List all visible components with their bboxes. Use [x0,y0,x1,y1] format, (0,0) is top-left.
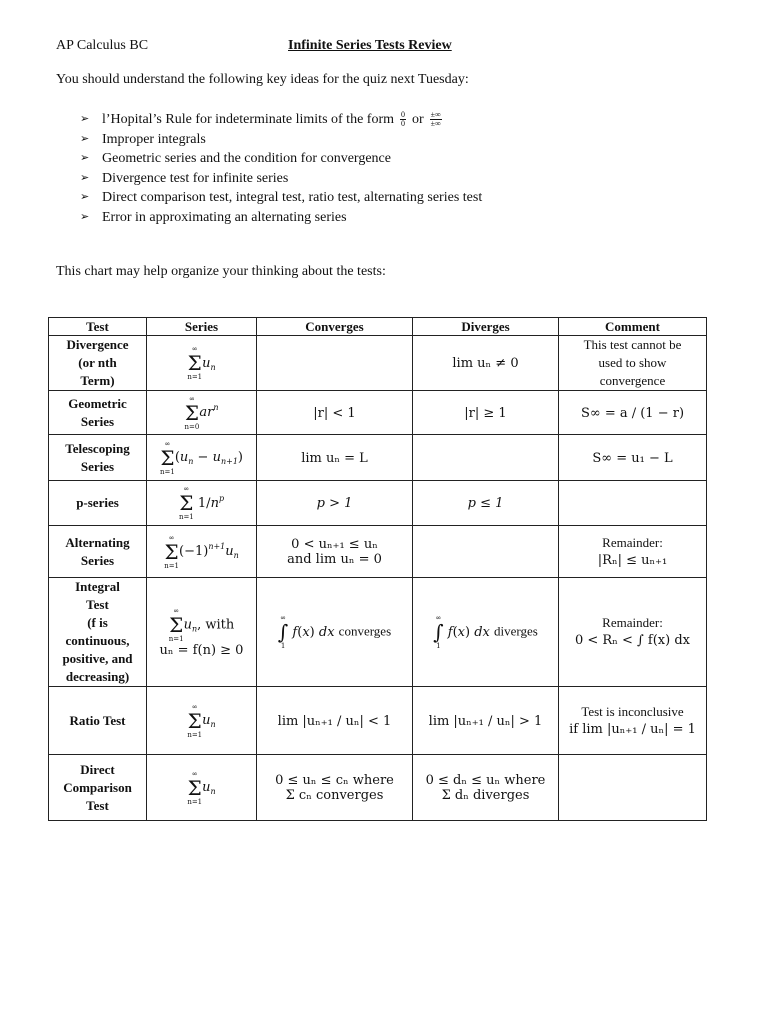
diverges-cell: lim |uₙ₊₁ / uₙ| > 1 [413,687,559,755]
converges-cell: 0 ≤ uₙ ≤ cₙ where Σ cₙ converges [257,755,413,821]
header-series: Series [147,318,257,336]
series-cell: ∞ Σ n=1 $u_n$, with uₙ = f(n) ≥ 0 [147,578,257,687]
series-cell: ∞ Σ n=1 $(u_n - u_{n+1})$ [147,435,257,481]
list-item: ➢ l’Hopital’s Rule for indeterminate limits of the form $\frac{0}{0}$ or $\frac{\pm\infty}{\pm\infty}$ [80,110,441,129]
fraction-zero-over-zero: $\frac{0}{0}$ [401,110,405,129]
diverges-cell [413,435,559,481]
table-row [49,526,707,578]
converges-cell: p > 1 [257,481,413,526]
diverges-cell: ∞ ∫ 1 f(x) dx diverges [413,578,559,687]
series-cell: ∞ Σ n=1 $u_n$ [147,755,257,821]
test-name: Alternating Series [49,526,147,578]
comment-cell: Remainder: 0 < Rₙ < ∫ f(x) dx [559,578,707,687]
table-row [49,391,707,435]
header-comment: Comment [559,318,707,336]
table-row [49,336,707,391]
series-tests-table [48,317,707,821]
arrow-bullet-icon: ➢ [80,132,90,145]
series-cell: ∞ Σ n=1 $(-1)^{n+1}u_n$ [147,526,257,578]
comment-cell [559,481,707,526]
chart-intro-text: This chart may help organize your thinking about the tests: [56,264,386,279]
series-cell: ∞ Σ n=0 $ar^n$ [147,391,257,435]
diverges-cell: p ≤ 1 [413,481,559,526]
comment-cell: S∞ = u₁ − L [559,435,707,481]
table-row [49,687,707,755]
arrow-bullet-icon: ➢ [80,210,90,223]
page-title: Infinite Series Tests Review [288,38,452,53]
header-test: Test [49,318,147,336]
intro-text: You should understand the following key ideas for the quiz next Tuesday: [56,72,469,87]
list-item: ➢ Divergence test for infinite series [80,169,482,189]
key-ideas-list [80,110,482,227]
comment-cell [559,755,707,821]
converges-cell: lim uₙ = L [257,435,413,481]
series-cell: ∞ Σ n=1 $1/n^p$ [147,481,257,526]
diverges-cell: |r| ≥ 1 [413,391,559,435]
test-name: Divergence (or nth Term) [49,336,147,391]
comment-cell: Remainder: |Rₙ| ≤ uₙ₊₁ [559,526,707,578]
arrow-bullet-icon: ➢ [80,171,90,184]
converges-cell: |r| < 1 [257,391,413,435]
list-item: ➢ Geometric series and the condition for convergence [80,149,482,169]
list-item: ➢ Improper integrals [80,130,482,150]
course-name: AP Calculus BC [56,38,149,53]
table-row [49,755,707,821]
converges-cell: ∞ ∫ 1 f(x) dx converges [257,578,413,687]
diverges-cell: 0 ≤ dₙ ≤ uₙ where Σ dₙ diverges [413,755,559,821]
arrow-bullet-icon: ➢ [80,191,90,203]
header-converges: Converges [257,318,413,336]
diverges-cell [413,526,559,578]
header-diverges: Diverges [413,318,559,336]
test-name: Direct Comparison Test [49,755,147,821]
test-name: Geometric Series [49,391,147,435]
test-name: Telescoping Series [49,435,147,481]
table-row [49,578,707,687]
arrow-bullet-icon: ➢ [80,152,90,164]
list-item: ➢ Error in approximating an alternating series [80,208,482,228]
table-row [49,481,707,526]
comment-cell: S∞ = a / (1 − r) [559,391,707,435]
series-cell: ∞ Σ n=1 $u_n$ [147,336,257,391]
table-header-row [49,318,707,336]
list-item: ➢ Direct comparison test, integral test, ratio test, alternating series test [80,188,482,208]
converges-cell [257,336,413,391]
test-name: p-series [49,481,147,526]
arrow-bullet-icon: ➢ [80,113,90,125]
diverges-cell: lim uₙ ≠ 0 [413,336,559,391]
test-name: Ratio Test [49,687,147,755]
comment-cell: This test cannot be used to show convergence [559,336,707,391]
converges-cell: lim |uₙ₊₁ / uₙ| < 1 [257,687,413,755]
comment-cell: Test is inconclusive if lim |uₙ₊₁ / uₙ| = 1 [559,687,707,755]
test-name: Integral Test (f is continuous, positive, and decreasing) [49,578,147,687]
table-row [49,435,707,481]
converges-cell: 0 < uₙ₊₁ ≤ uₙ and lim uₙ = 0 [257,526,413,578]
series-cell: ∞ Σ n=1 $u_n$ [147,687,257,755]
fraction-inf-over-inf: $\frac{\pm\infty}{\pm\infty}$ [430,110,441,129]
